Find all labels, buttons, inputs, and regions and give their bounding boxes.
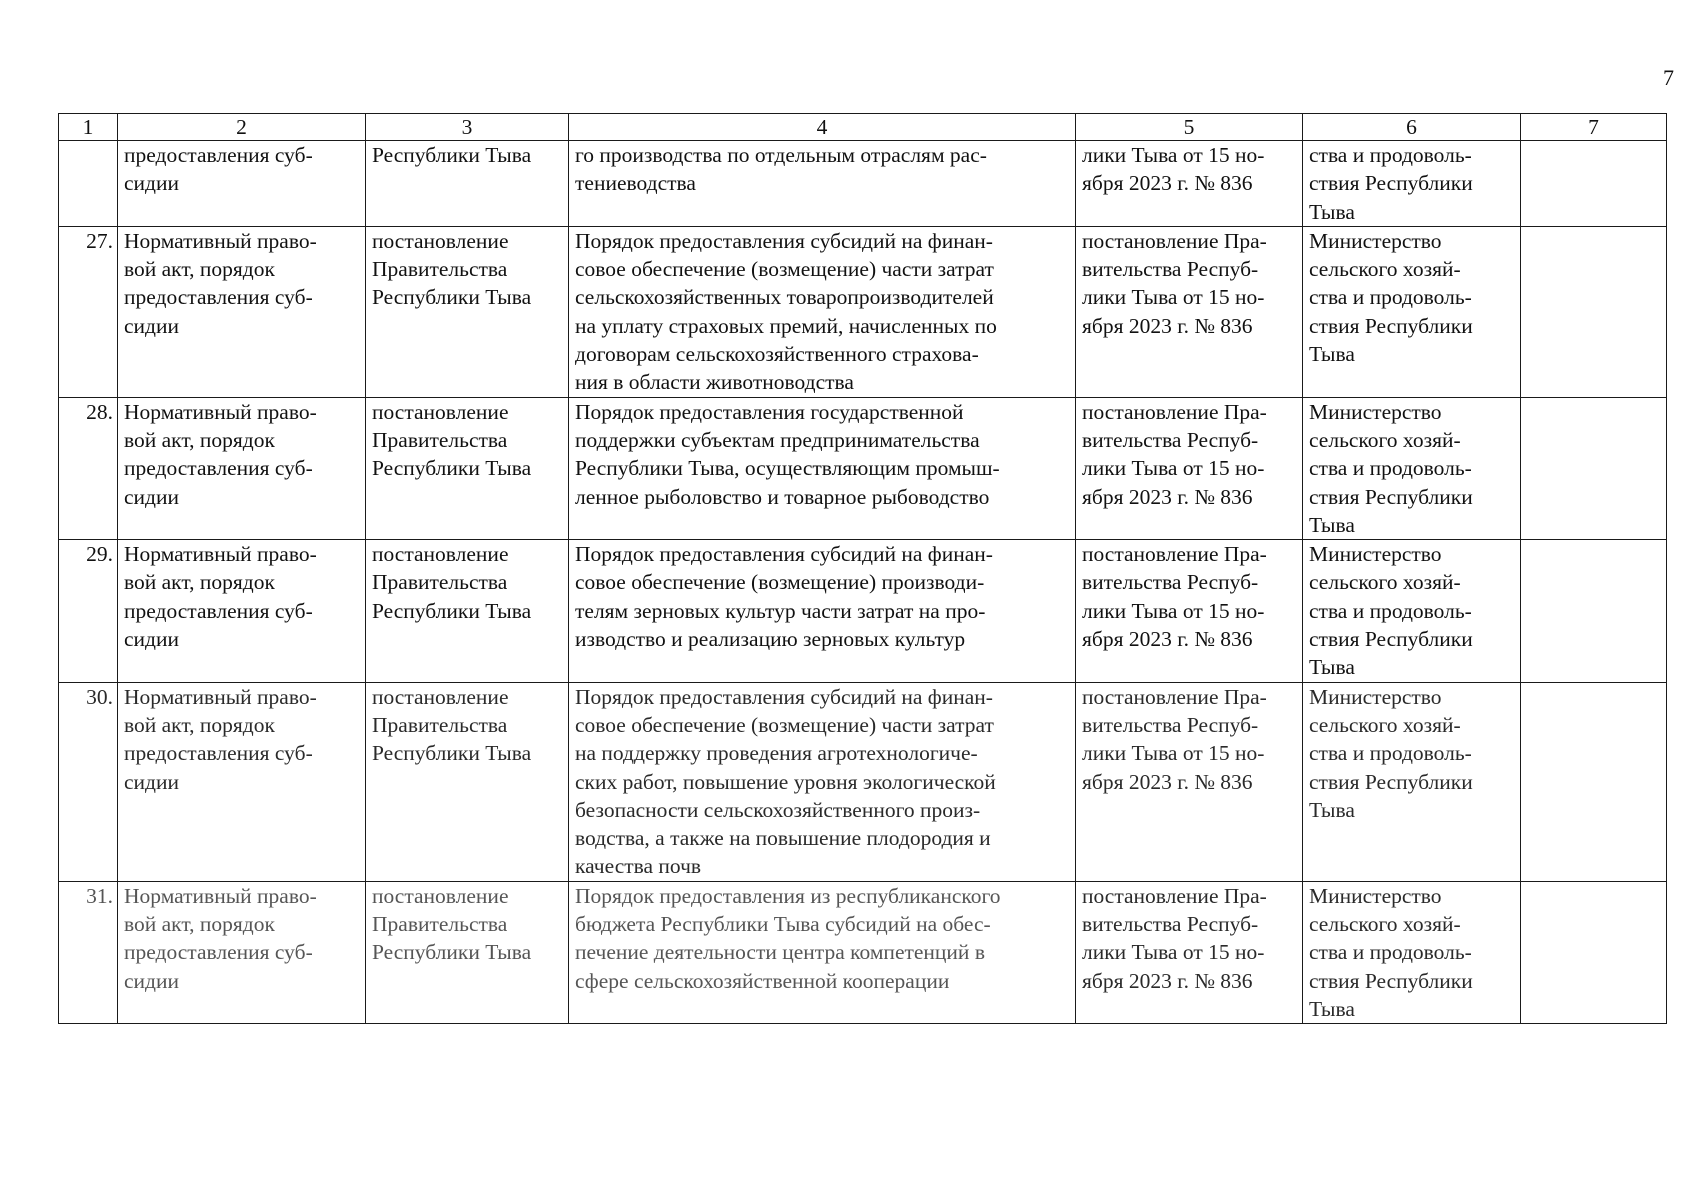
- column-7-cell: [1521, 397, 1667, 539]
- cell-text-line: вой акт, порядок: [124, 712, 275, 737]
- header-row: [59, 114, 1667, 141]
- column-header-6: 6: [1303, 114, 1521, 141]
- document-title-cell: [569, 682, 1076, 881]
- cell-text-line: Республики Тыва: [372, 456, 532, 481]
- column-header-1: 1: [59, 114, 118, 141]
- cell-text-line: постановление Пра-: [1082, 399, 1267, 424]
- cell-text-line: постановление: [372, 684, 509, 709]
- cell-text-line: сельского хозяй-: [1309, 712, 1461, 737]
- cell-text-line: Правительства: [372, 912, 508, 937]
- document-form-cell: [366, 881, 569, 1023]
- cell-text-line: ния в области животноводства: [575, 370, 854, 395]
- document-title-cell: [569, 226, 1076, 397]
- column-header-7: 7: [1521, 114, 1667, 141]
- cell-text-line: ствия Республики: [1309, 313, 1473, 338]
- approval-act-cell: [1076, 141, 1303, 227]
- column-7-cell: [1521, 141, 1667, 227]
- cell-text-line: Тыва: [1309, 996, 1355, 1021]
- cell-text-line: Министерство: [1309, 684, 1442, 709]
- approval-act-cell: [1076, 881, 1303, 1023]
- cell-text-line: сидии: [124, 968, 179, 993]
- cell-text-line: тениеводства: [575, 171, 696, 196]
- cell-text-line: Министерство: [1309, 228, 1442, 253]
- document-form-cell: [366, 226, 569, 397]
- document-type-cell: [118, 397, 366, 539]
- cell-text-line: Нормативный право-: [124, 228, 317, 253]
- column-header-5: 5: [1076, 114, 1303, 141]
- document-form-cell: [366, 540, 569, 682]
- document-type-cell: [118, 682, 366, 881]
- document-title-cell: [569, 397, 1076, 539]
- cell-text-line: ября 2023 г. № 836: [1082, 769, 1253, 794]
- cell-text-line: постановление: [372, 542, 509, 567]
- table-row-continuation: [59, 141, 1667, 227]
- table-row: [59, 682, 1667, 881]
- cell-text-line: Нормативный право-: [124, 542, 317, 567]
- row-number: 27.: [59, 226, 118, 397]
- cell-text-line: лики Тыва от 15 но-: [1082, 598, 1265, 623]
- document-form-cell: [366, 397, 569, 539]
- cell-text-line: изводство и реализацию зерновых культур: [575, 627, 966, 652]
- cell-text-line: Нормативный право-: [124, 399, 317, 424]
- column-7-cell: [1521, 881, 1667, 1023]
- cell-text-line: совое обеспечение (возмещение) части затрат: [575, 712, 994, 737]
- column-header-2: 2: [118, 114, 366, 141]
- registry-table: [58, 113, 1667, 1024]
- cell-text-line: сидии: [124, 484, 179, 509]
- cell-text-line: качества почв: [575, 854, 702, 879]
- cell-text-line: сидии: [124, 313, 179, 338]
- cell-text-line: сельского хозяй-: [1309, 912, 1461, 937]
- cell-text-line: лики Тыва от 15 но-: [1082, 143, 1265, 167]
- approval-act-cell: [1076, 397, 1303, 539]
- row-number: [59, 141, 118, 227]
- cell-text-line: Порядок предоставления из республиканского: [575, 883, 1001, 908]
- cell-text-line: Порядок предоставления субсидий на финан-: [575, 542, 993, 567]
- cell-text-line: печение деятельности центра компетенций в: [575, 940, 985, 965]
- table-header: [59, 114, 1667, 141]
- cell-text-line: предоставления суб-: [124, 741, 313, 766]
- responsible-body-cell: [1303, 540, 1521, 682]
- cell-text-line: совое обеспечение (возмещение) части затрат: [575, 257, 994, 282]
- cell-text-line: ских работ, повышение уровня экологической: [575, 769, 996, 794]
- cell-text-line: Порядок предоставления субсидий на финан-: [575, 228, 993, 253]
- cell-text-line: сельского хозяй-: [1309, 570, 1461, 595]
- cell-text-line: Министерство: [1309, 542, 1442, 567]
- cell-text-line: Республики Тыва, осуществляющим промыш-: [575, 456, 1000, 481]
- cell-text-line: ленное рыболовство и товарное рыбоводство: [575, 484, 990, 509]
- cell-text-line: ствия Республики: [1309, 769, 1473, 794]
- cell-text-line: вой акт, порядок: [124, 427, 275, 452]
- document-type-cell: [118, 540, 366, 682]
- column-7-cell: [1521, 540, 1667, 682]
- document-type-cell: [118, 881, 366, 1023]
- cell-text-line: ября 2023 г. № 836: [1082, 968, 1253, 993]
- responsible-body-cell: [1303, 226, 1521, 397]
- row-number: 30.: [59, 682, 118, 881]
- cell-text-line: постановление Пра-: [1082, 228, 1267, 253]
- document-form-cell: [366, 141, 569, 227]
- document-title-cell: [569, 540, 1076, 682]
- page-number: 7: [1663, 65, 1674, 90]
- responsible-body-cell: [1303, 881, 1521, 1023]
- cell-text-line: Республики Тыва: [372, 285, 532, 310]
- cell-text-line: вой акт, порядок: [124, 912, 275, 937]
- cell-text-line: на поддержку проведения агротехнологиче-: [575, 741, 978, 766]
- cell-text-line: Тыва: [1309, 655, 1355, 680]
- cell-text-line: водства, а также на повышение плодородия и: [575, 826, 991, 851]
- cell-text-line: вой акт, порядок: [124, 570, 275, 595]
- column-header-4: 4: [569, 114, 1076, 141]
- table-row: [59, 226, 1667, 397]
- cell-text-line: Правительства: [372, 570, 508, 595]
- cell-text-line: сельского хозяй-: [1309, 427, 1461, 452]
- cell-text-line: предоставления суб-: [124, 285, 313, 310]
- responsible-body-cell: [1303, 397, 1521, 539]
- cell-text-line: постановление: [372, 399, 509, 424]
- cell-text-line: ствия Республики: [1309, 171, 1473, 196]
- cell-text-line: постановление: [372, 883, 509, 908]
- cell-text-line: лики Тыва от 15 но-: [1082, 741, 1265, 766]
- cell-text-line: договорам сельскохозяйственного страхова-: [575, 342, 979, 367]
- cell-text-line: Порядок предоставления субсидий на финан-: [575, 684, 993, 709]
- cell-text-line: совое обеспечение (возмещение) производи-: [575, 570, 985, 595]
- table-body: [59, 141, 1667, 1024]
- cell-text-line: Республики Тыва: [372, 598, 532, 623]
- cell-text-line: ября 2023 г. № 836: [1082, 313, 1253, 338]
- cell-text-line: вительства Респуб-: [1082, 712, 1259, 737]
- cell-text-line: сидии: [124, 171, 179, 196]
- cell-text-line: Нормативный право-: [124, 684, 317, 709]
- table-row: [59, 881, 1667, 1023]
- cell-text-line: ября 2023 г. № 836: [1082, 484, 1253, 509]
- document-title-cell: [569, 881, 1076, 1023]
- cell-text-line: ства и продоволь-: [1309, 741, 1472, 766]
- responsible-body-cell: [1303, 682, 1521, 881]
- cell-text-line: Правительства: [372, 257, 508, 282]
- cell-text-line: Республики Тыва: [372, 143, 532, 167]
- cell-text-line: Тыва: [1309, 512, 1355, 537]
- cell-text-line: Правительства: [372, 427, 508, 452]
- cell-text-line: Тыва: [1309, 199, 1355, 224]
- cell-text-line: вой акт, порядок: [124, 257, 275, 282]
- cell-text-line: ства и продоволь-: [1309, 143, 1472, 167]
- cell-text-line: лики Тыва от 15 но-: [1082, 940, 1265, 965]
- cell-text-line: предоставления суб-: [124, 143, 313, 167]
- cell-text-line: Тыва: [1309, 342, 1355, 367]
- cell-text-line: ствия Республики: [1309, 968, 1473, 993]
- cell-text-line: предоставления суб-: [124, 456, 313, 481]
- cell-text-line: предоставления суб-: [124, 940, 313, 965]
- cell-text-line: сидии: [124, 627, 179, 652]
- cell-text-line: безопасности сельскохозяйственного произ-: [575, 797, 981, 822]
- cell-text-line: постановление Пра-: [1082, 883, 1267, 908]
- cell-text-line: бюджета Республики Тыва субсидий на обес-: [575, 912, 991, 937]
- cell-text-line: ства и продоволь-: [1309, 456, 1472, 481]
- cell-text-line: Порядок предоставления государственной: [575, 399, 964, 424]
- document-form-cell: [366, 682, 569, 881]
- cell-text-line: ствия Республики: [1309, 484, 1473, 509]
- cell-text-line: сельскохозяйственных товаропроизводителей: [575, 285, 994, 310]
- cell-text-line: сидии: [124, 769, 179, 794]
- cell-text-line: ября 2023 г. № 836: [1082, 171, 1253, 196]
- row-number: 29.: [59, 540, 118, 682]
- row-number: 31.: [59, 881, 118, 1023]
- document-type-cell: [118, 141, 366, 227]
- responsible-body-cell: [1303, 141, 1521, 227]
- document-type-cell: [118, 226, 366, 397]
- cell-text-line: ства и продоволь-: [1309, 940, 1472, 965]
- cell-text-line: сельского хозяй-: [1309, 257, 1461, 282]
- table-row: [59, 397, 1667, 539]
- cell-text-line: го производства по отдельным отраслям рас-: [575, 143, 987, 167]
- cell-text-line: на уплату страховых премий, начисленных по: [575, 313, 997, 338]
- column-header-3: 3: [366, 114, 569, 141]
- cell-text-line: вительства Респуб-: [1082, 257, 1259, 282]
- cell-text-line: постановление Пра-: [1082, 684, 1267, 709]
- cell-text-line: постановление: [372, 228, 509, 253]
- cell-text-line: телям зерновых культур части затрат на про-: [575, 598, 986, 623]
- cell-text-line: Нормативный право-: [124, 883, 317, 908]
- row-number: 28.: [59, 397, 118, 539]
- cell-text-line: постановление Пра-: [1082, 542, 1267, 567]
- cell-text-line: предоставления суб-: [124, 598, 313, 623]
- table-row: [59, 540, 1667, 682]
- approval-act-cell: [1076, 682, 1303, 881]
- cell-text-line: Тыва: [1309, 797, 1355, 822]
- approval-act-cell: [1076, 226, 1303, 397]
- cell-text-line: Правительства: [372, 712, 508, 737]
- cell-text-line: ствия Республики: [1309, 627, 1473, 652]
- cell-text-line: вительства Респуб-: [1082, 912, 1259, 937]
- cell-text-line: ября 2023 г. № 836: [1082, 627, 1253, 652]
- cell-text-line: Республики Тыва: [372, 940, 532, 965]
- cell-text-line: вительства Респуб-: [1082, 427, 1259, 452]
- cell-text-line: сфере сельскохозяйственной кооперации: [575, 968, 950, 993]
- approval-act-cell: [1076, 540, 1303, 682]
- cell-text-line: лики Тыва от 15 но-: [1082, 456, 1265, 481]
- column-7-cell: [1521, 682, 1667, 881]
- cell-text-line: Министерство: [1309, 399, 1442, 424]
- document-title-cell: [569, 141, 1076, 227]
- cell-text-line: ства и продоволь-: [1309, 598, 1472, 623]
- cell-text-line: Республики Тыва: [372, 741, 532, 766]
- cell-text-line: лики Тыва от 15 но-: [1082, 285, 1265, 310]
- column-7-cell: [1521, 226, 1667, 397]
- cell-text-line: ства и продоволь-: [1309, 285, 1472, 310]
- cell-text-line: поддержки субъектам предпринимательства: [575, 427, 980, 452]
- cell-text-line: вительства Респуб-: [1082, 570, 1259, 595]
- cell-text-line: Министерство: [1309, 883, 1442, 908]
